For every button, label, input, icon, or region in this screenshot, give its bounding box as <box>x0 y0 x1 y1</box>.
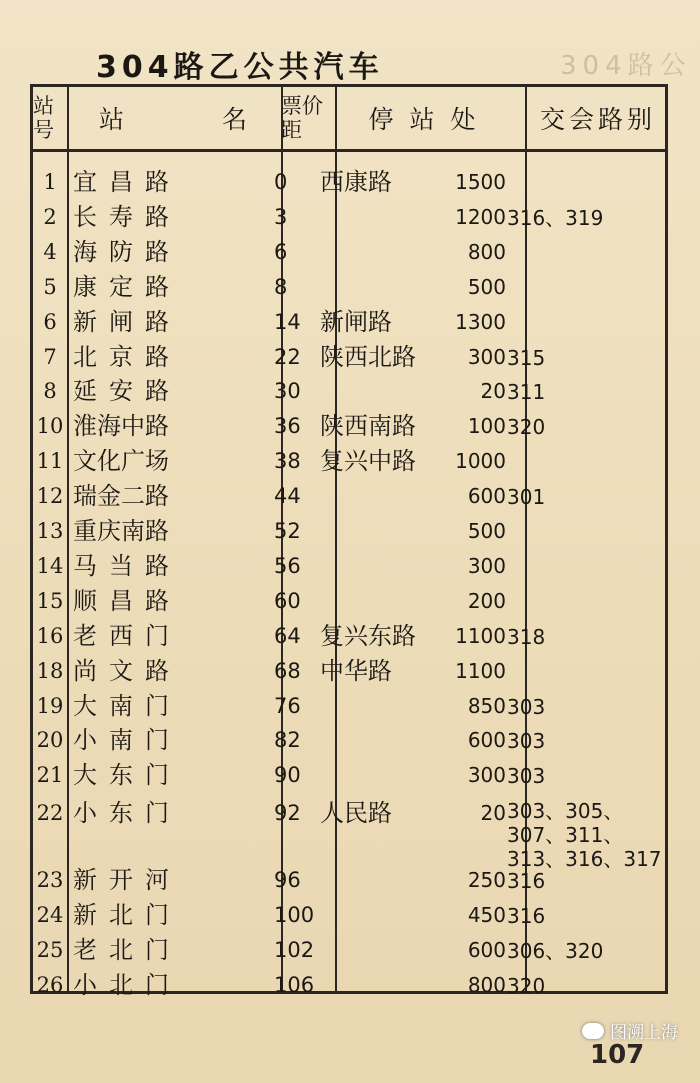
station-number: 24 <box>36 902 64 927</box>
stop-distance: 300 <box>467 553 506 578</box>
connecting-routes: 316 <box>507 869 546 893</box>
connecting-routes: 303 <box>507 694 546 719</box>
fare-distance: 22 <box>274 344 301 369</box>
wechat-icon <box>582 1023 604 1039</box>
station-number: 4 <box>43 239 57 264</box>
connecting-routes: 306、320 <box>507 938 604 963</box>
fare-distance: 102 <box>274 937 315 962</box>
connecting-routes: 303 <box>507 764 546 789</box>
fare-distance: 82 <box>274 728 301 753</box>
station-number: 8 <box>43 379 57 404</box>
fare-distance: 76 <box>274 693 301 718</box>
stop-location: 西康路 <box>320 168 392 196</box>
stop-distance: 1000 <box>455 449 506 474</box>
station-name: 尚文路 <box>73 656 181 685</box>
fare-distance: 44 <box>274 484 301 509</box>
fare-distance: 38 <box>274 449 301 474</box>
station-number: 6 <box>43 309 57 334</box>
table-row <box>33 235 665 270</box>
fare-distance: 96 <box>274 868 301 892</box>
fare-distance: 30 <box>274 379 301 404</box>
fare-distance: 100 <box>274 902 315 927</box>
connecting-routes <box>507 654 667 689</box>
fare-distance: 90 <box>274 763 301 788</box>
stop-distance: 1500 <box>455 170 506 194</box>
station-name: 海防路 <box>73 237 181 266</box>
bleed-through-text: 304路公 <box>560 51 692 81</box>
table-row <box>33 340 665 375</box>
stop-location: 人民路 <box>320 799 392 828</box>
station-name: 小东门 <box>73 799 181 828</box>
table-row <box>33 654 665 689</box>
stop-location: 中华路 <box>320 656 392 685</box>
table-row <box>33 549 665 584</box>
table-row <box>33 723 665 758</box>
stop-distance: 450 <box>467 902 506 927</box>
header-name-part: 名 <box>221 105 257 134</box>
station-number: 12 <box>36 484 64 509</box>
stop-distance: 800 <box>467 239 506 264</box>
connecting-routes: 303、305、307、311、313、316、317 <box>507 799 662 872</box>
station-number: 19 <box>36 693 64 718</box>
station-name: 淮海中路 <box>73 412 169 441</box>
stop-distance: 100 <box>467 414 506 439</box>
stop-location: 新闸路 <box>320 307 392 336</box>
table-row <box>33 793 665 872</box>
header-name-part: 站 <box>99 105 135 134</box>
table-row <box>33 374 665 409</box>
header-fare-distance: 票价距 <box>281 94 323 142</box>
station-name: 顺昌路 <box>73 586 181 615</box>
table-row <box>33 968 665 1003</box>
fare-distance: 60 <box>274 588 301 613</box>
station-number: 2 <box>43 204 57 229</box>
station-number: 15 <box>36 588 64 613</box>
station-name: 马当路 <box>73 551 181 580</box>
station-number: 25 <box>36 937 64 962</box>
table-row <box>33 584 665 619</box>
fare-distance: 64 <box>274 623 301 648</box>
station-number: 5 <box>43 274 57 299</box>
stop-distance: 20 <box>480 379 506 404</box>
station-name: 新闸路 <box>73 307 181 336</box>
table-row <box>33 305 665 340</box>
stop-distance: 300 <box>467 344 506 369</box>
stop-distance: 1300 <box>455 309 506 334</box>
connecting-routes <box>507 444 667 479</box>
table-row <box>33 933 665 968</box>
connecting-routes <box>507 549 667 584</box>
stop-distance: 850 <box>467 693 506 718</box>
connecting-routes: 316、319 <box>507 205 604 230</box>
station-number: 13 <box>36 519 64 543</box>
station-name: 延安路 <box>73 377 181 406</box>
fare-distance: 6 <box>274 239 288 264</box>
fare-distance: 14 <box>274 309 301 334</box>
stop-distance: 1200 <box>455 204 506 229</box>
station-name: 大东门 <box>73 761 181 790</box>
fare-distance: 0 <box>274 170 288 194</box>
station-number: 18 <box>36 658 64 683</box>
station-number: 26 <box>36 972 64 997</box>
station-name: 老北门 <box>73 935 181 964</box>
header-station-name <box>67 87 281 149</box>
stop-distance: 600 <box>467 937 506 962</box>
station-number: 21 <box>36 763 64 788</box>
connecting-routes: 320 <box>507 415 546 440</box>
stop-distance: 600 <box>467 728 506 753</box>
watermark-text: 图溯上海 <box>610 1023 678 1043</box>
stop-distance: 1100 <box>455 658 506 683</box>
page-number: 107 <box>590 1040 645 1070</box>
connecting-routes <box>507 514 667 549</box>
connecting-routes <box>507 305 667 340</box>
header-station-number: 站号 <box>33 94 54 142</box>
table-row <box>33 758 665 793</box>
fare-distance: 92 <box>274 801 301 826</box>
fare-distance: 68 <box>274 658 301 683</box>
station-name: 长寿路 <box>73 202 181 231</box>
station-number: 10 <box>36 414 64 439</box>
station-number: 16 <box>36 623 64 648</box>
table-row <box>33 409 665 444</box>
fare-distance: 36 <box>274 414 301 439</box>
connecting-routes: 315 <box>507 345 546 370</box>
table-row <box>33 270 665 305</box>
station-name: 小南门 <box>73 726 181 755</box>
connecting-routes: 301 <box>507 485 546 510</box>
station-number: 23 <box>36 868 64 892</box>
header-rule <box>33 149 665 152</box>
station-name: 宜昌路 <box>73 168 181 196</box>
station-number: 14 <box>36 553 64 578</box>
stop-distance: 250 <box>467 868 506 892</box>
station-name: 北京路 <box>73 342 181 371</box>
stop-distance: 800 <box>467 972 506 997</box>
station-name: 康定路 <box>73 272 181 301</box>
header-stop-location: 停站处 <box>368 105 492 134</box>
station-number: 22 <box>36 801 64 826</box>
page-title: 304路乙公共汽车 <box>96 50 384 85</box>
stop-distance: 500 <box>467 519 506 543</box>
fare-distance: 8 <box>274 274 288 299</box>
table-row <box>33 619 665 654</box>
table-row <box>33 479 665 514</box>
stop-location: 复兴中路 <box>320 447 416 476</box>
table-row <box>33 863 665 898</box>
station-number: 11 <box>36 449 64 474</box>
connecting-routes: 318 <box>507 624 546 649</box>
connecting-routes <box>507 584 667 619</box>
connecting-routes: 303 <box>507 729 546 754</box>
station-name: 重庆南路 <box>73 517 169 545</box>
stop-distance: 500 <box>467 274 506 299</box>
fare-distance: 106 <box>274 972 315 997</box>
station-name: 瑞金二路 <box>73 482 169 511</box>
stop-distance: 1100 <box>455 623 506 648</box>
table-row <box>33 689 665 724</box>
station-name: 文化广场 <box>73 447 169 476</box>
connecting-routes: 316 <box>507 903 546 928</box>
bus-route-table <box>30 84 668 999</box>
station-number: 20 <box>36 728 64 753</box>
stop-location: 复兴东路 <box>320 621 416 650</box>
stop-location: 陕西南路 <box>320 412 416 441</box>
fare-distance: 3 <box>274 204 288 229</box>
header-connecting-routes: 交会路别 <box>539 105 656 134</box>
station-name: 大南门 <box>73 691 181 720</box>
station-name: 新北门 <box>73 900 181 929</box>
fare-distance: 56 <box>274 553 301 578</box>
stop-distance: 300 <box>467 763 506 788</box>
station-number: 7 <box>43 344 57 369</box>
station-name: 新开河 <box>73 866 181 894</box>
table-row <box>33 200 665 235</box>
table-row <box>33 165 665 200</box>
table-row <box>33 514 665 549</box>
stop-distance: 200 <box>467 588 506 613</box>
connecting-routes <box>507 165 667 200</box>
table-row <box>33 444 665 479</box>
stop-distance: 20 <box>480 801 506 826</box>
fare-distance: 52 <box>274 519 301 543</box>
connecting-routes: 311 <box>507 380 546 405</box>
station-name: 老西门 <box>73 621 181 650</box>
table-row <box>33 898 665 933</box>
stop-location: 陕西北路 <box>320 342 416 371</box>
stop-distance: 600 <box>467 484 506 509</box>
station-number: 1 <box>43 170 57 194</box>
connecting-routes: 320 <box>507 973 546 998</box>
connecting-routes <box>507 270 667 305</box>
station-name: 小北门 <box>73 970 181 999</box>
connecting-routes <box>507 235 667 270</box>
